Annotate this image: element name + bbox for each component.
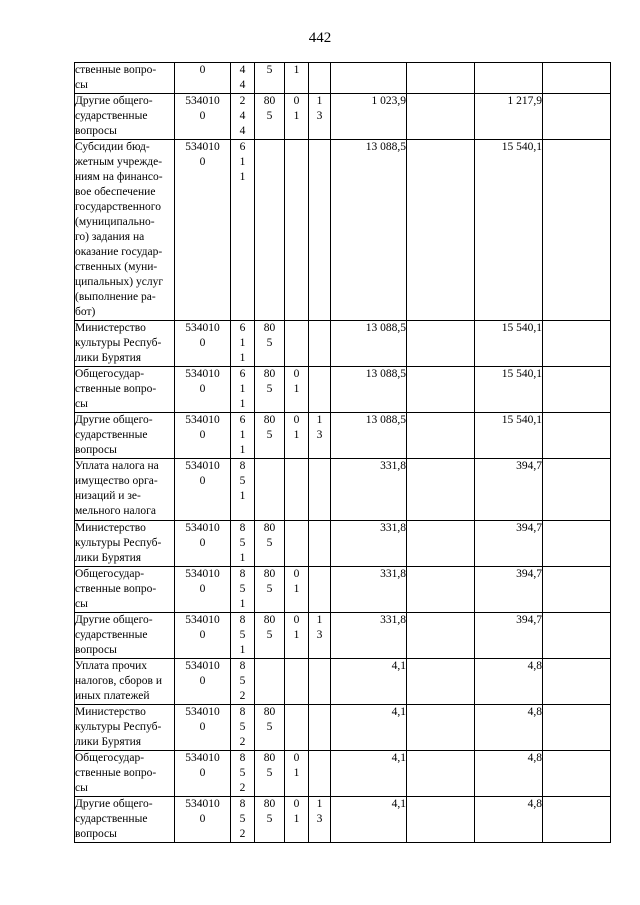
row-empty-cell xyxy=(543,567,611,613)
row-empty-cell xyxy=(407,521,475,567)
row-name-cell: Министерство культуры Респуб- лики Бурятия xyxy=(75,321,175,367)
row-name-cell: Общегосудар- ственные вопро- сы xyxy=(75,567,175,613)
row-value-2023-cell: 4,8 xyxy=(475,751,543,797)
row-vr-cell: 8 5 2 xyxy=(231,751,255,797)
table-row xyxy=(75,659,611,705)
budget-table xyxy=(74,62,611,843)
table-row xyxy=(75,94,611,140)
row-empty-cell xyxy=(407,797,475,843)
row-value-2022-cell: 13 088,5 xyxy=(331,140,407,321)
row-value-2022-cell: 1 023,9 xyxy=(331,94,407,140)
row-rz-cell: 0 1 xyxy=(285,413,309,459)
row-rz-cell: 0 1 xyxy=(285,751,309,797)
row-value-2022-cell: 331,8 xyxy=(331,459,407,521)
row-rz-cell: 1 xyxy=(285,63,309,94)
row-pr-cell xyxy=(309,321,331,367)
row-empty-cell xyxy=(543,751,611,797)
row-pr-cell: 1 3 xyxy=(309,797,331,843)
row-csr-cell: 534010 0 xyxy=(175,797,231,843)
row-vr-cell: 8 5 1 xyxy=(231,521,255,567)
row-name-cell: Общегосудар- ственные вопро- сы xyxy=(75,367,175,413)
row-vr-cell: 4 4 xyxy=(231,63,255,94)
row-glava-cell: 80 5 xyxy=(255,797,285,843)
row-csr-cell: 534010 0 xyxy=(175,659,231,705)
row-value-2023-cell xyxy=(475,63,543,94)
row-empty-cell xyxy=(407,94,475,140)
row-glava-cell xyxy=(255,140,285,321)
row-vr-cell: 6 1 1 xyxy=(231,140,255,321)
row-empty-cell xyxy=(543,705,611,751)
row-pr-cell xyxy=(309,140,331,321)
row-vr-cell: 8 5 2 xyxy=(231,797,255,843)
row-empty-cell xyxy=(407,413,475,459)
table-body xyxy=(75,63,611,843)
row-empty-cell xyxy=(407,459,475,521)
row-rz-cell xyxy=(285,321,309,367)
row-empty-cell xyxy=(407,659,475,705)
row-empty-cell xyxy=(543,94,611,140)
row-name-cell: Уплата прочих налогов, сборов и иных платежей xyxy=(75,659,175,705)
row-value-2022-cell: 13 088,5 xyxy=(331,367,407,413)
row-pr-cell xyxy=(309,63,331,94)
row-glava-cell: 80 5 xyxy=(255,705,285,751)
row-name-cell: Министерство культуры Респуб- лики Бурятия xyxy=(75,705,175,751)
row-empty-cell xyxy=(543,321,611,367)
page-number: 442 xyxy=(308,30,332,46)
row-empty-cell xyxy=(407,63,475,94)
row-glava-cell: 80 5 xyxy=(255,94,285,140)
row-csr-cell: 534010 0 xyxy=(175,413,231,459)
table-row xyxy=(75,797,611,843)
row-empty-cell xyxy=(407,140,475,321)
row-vr-cell: 8 5 1 xyxy=(231,459,255,521)
table-row xyxy=(75,459,611,521)
row-glava-cell: 80 5 xyxy=(255,751,285,797)
row-pr-cell xyxy=(309,659,331,705)
row-csr-cell: 534010 0 xyxy=(175,705,231,751)
row-value-2022-cell: 331,8 xyxy=(331,567,407,613)
row-value-2023-cell: 15 540,1 xyxy=(475,321,543,367)
row-value-2023-cell: 394,7 xyxy=(475,521,543,567)
table-row xyxy=(75,613,611,659)
row-pr-cell xyxy=(309,367,331,413)
row-vr-cell: 8 5 2 xyxy=(231,705,255,751)
table-row xyxy=(75,140,611,321)
row-name-cell: Министерство культуры Респуб- лики Бурятия xyxy=(75,521,175,567)
row-value-2022-cell: 4,1 xyxy=(331,705,407,751)
row-csr-cell: 534010 0 xyxy=(175,140,231,321)
row-empty-cell xyxy=(543,659,611,705)
row-empty-cell xyxy=(543,797,611,843)
row-pr-cell xyxy=(309,567,331,613)
row-name-cell: Субсидии бюд- жетным учрежде- ниям на финансо- вое обеспечение государственного (муниципально- го) задания на оказание государ- ственных (муни- ципальных) услуг (выполнение ра- бот) xyxy=(75,140,175,321)
row-name-cell: Другие общего- сударственные вопросы xyxy=(75,797,175,843)
row-glava-cell: 80 5 xyxy=(255,367,285,413)
row-empty-cell xyxy=(407,367,475,413)
row-empty-cell xyxy=(543,367,611,413)
row-value-2023-cell: 15 540,1 xyxy=(475,140,543,321)
row-value-2023-cell: 394,7 xyxy=(475,613,543,659)
row-glava-cell: 80 5 xyxy=(255,613,285,659)
row-glava-cell: 80 5 xyxy=(255,521,285,567)
table-row xyxy=(75,751,611,797)
row-rz-cell xyxy=(285,459,309,521)
row-value-2023-cell: 4,8 xyxy=(475,659,543,705)
table-row xyxy=(75,413,611,459)
row-value-2023-cell: 15 540,1 xyxy=(475,413,543,459)
row-csr-cell: 534010 0 xyxy=(175,321,231,367)
row-rz-cell xyxy=(285,140,309,321)
row-csr-cell: 534010 0 xyxy=(175,567,231,613)
row-pr-cell xyxy=(309,521,331,567)
row-value-2022-cell: 331,8 xyxy=(331,613,407,659)
row-empty-cell xyxy=(543,521,611,567)
row-rz-cell: 0 1 xyxy=(285,613,309,659)
table-row xyxy=(75,321,611,367)
row-value-2022-cell: 4,1 xyxy=(331,797,407,843)
row-rz-cell: 0 1 xyxy=(285,94,309,140)
row-empty-cell xyxy=(543,140,611,321)
table-row xyxy=(75,705,611,751)
row-empty-cell xyxy=(543,613,611,659)
row-glava-cell: 5 xyxy=(255,63,285,94)
row-value-2023-cell: 4,8 xyxy=(475,705,543,751)
row-vr-cell: 2 4 4 xyxy=(231,94,255,140)
row-name-cell: Общегосудар- ственные вопро- сы xyxy=(75,751,175,797)
table-row xyxy=(75,63,611,94)
row-value-2022-cell: 4,1 xyxy=(331,751,407,797)
row-pr-cell: 1 3 xyxy=(309,613,331,659)
row-empty-cell xyxy=(407,705,475,751)
row-vr-cell: 8 5 2 xyxy=(231,659,255,705)
row-rz-cell: 0 1 xyxy=(285,567,309,613)
row-value-2023-cell: 15 540,1 xyxy=(475,367,543,413)
row-rz-cell xyxy=(285,659,309,705)
row-empty-cell xyxy=(407,321,475,367)
row-value-2022-cell: 331,8 xyxy=(331,521,407,567)
row-pr-cell xyxy=(309,705,331,751)
row-glava-cell: 80 5 xyxy=(255,321,285,367)
row-rz-cell: 0 1 xyxy=(285,797,309,843)
row-name-cell: Уплата налога на имущество орга- низаций и зе- мельного налога xyxy=(75,459,175,521)
row-pr-cell xyxy=(309,459,331,521)
row-empty-cell xyxy=(543,63,611,94)
row-value-2023-cell: 394,7 xyxy=(475,459,543,521)
row-pr-cell: 1 3 xyxy=(309,94,331,140)
row-csr-cell: 0 xyxy=(175,63,231,94)
table-row xyxy=(75,567,611,613)
row-csr-cell: 534010 0 xyxy=(175,367,231,413)
row-empty-cell xyxy=(407,567,475,613)
row-value-2022-cell: 13 088,5 xyxy=(331,321,407,367)
row-empty-cell xyxy=(407,613,475,659)
row-vr-cell: 6 1 1 xyxy=(231,367,255,413)
row-csr-cell: 534010 0 xyxy=(175,459,231,521)
row-value-2023-cell: 4,8 xyxy=(475,797,543,843)
row-name-cell: ственные вопро- сы xyxy=(75,63,175,94)
row-vr-cell: 6 1 1 xyxy=(231,321,255,367)
row-glava-cell xyxy=(255,659,285,705)
row-vr-cell: 8 5 1 xyxy=(231,567,255,613)
row-rz-cell xyxy=(285,521,309,567)
row-value-2022-cell xyxy=(331,63,407,94)
row-vr-cell: 6 1 1 xyxy=(231,413,255,459)
row-pr-cell xyxy=(309,751,331,797)
row-empty-cell xyxy=(543,413,611,459)
row-name-cell: Другие общего- сударственные вопросы xyxy=(75,413,175,459)
row-name-cell: Другие общего- сударственные вопросы xyxy=(75,94,175,140)
row-glava-cell xyxy=(255,459,285,521)
row-value-2023-cell: 394,7 xyxy=(475,567,543,613)
row-empty-cell xyxy=(543,459,611,521)
row-value-2023-cell: 1 217,9 xyxy=(475,94,543,140)
row-rz-cell xyxy=(285,705,309,751)
row-csr-cell: 534010 0 xyxy=(175,613,231,659)
row-empty-cell xyxy=(407,751,475,797)
row-vr-cell: 8 5 1 xyxy=(231,613,255,659)
row-value-2022-cell: 4,1 xyxy=(331,659,407,705)
row-csr-cell: 534010 0 xyxy=(175,751,231,797)
row-pr-cell: 1 3 xyxy=(309,413,331,459)
row-csr-cell: 534010 0 xyxy=(175,521,231,567)
row-name-cell: Другие общего- сударственные вопросы xyxy=(75,613,175,659)
table-row xyxy=(75,367,611,413)
row-rz-cell: 0 1 xyxy=(285,367,309,413)
table-row xyxy=(75,521,611,567)
row-glava-cell: 80 5 xyxy=(255,413,285,459)
row-csr-cell: 534010 0 xyxy=(175,94,231,140)
row-value-2022-cell: 13 088,5 xyxy=(331,413,407,459)
row-glava-cell: 80 5 xyxy=(255,567,285,613)
